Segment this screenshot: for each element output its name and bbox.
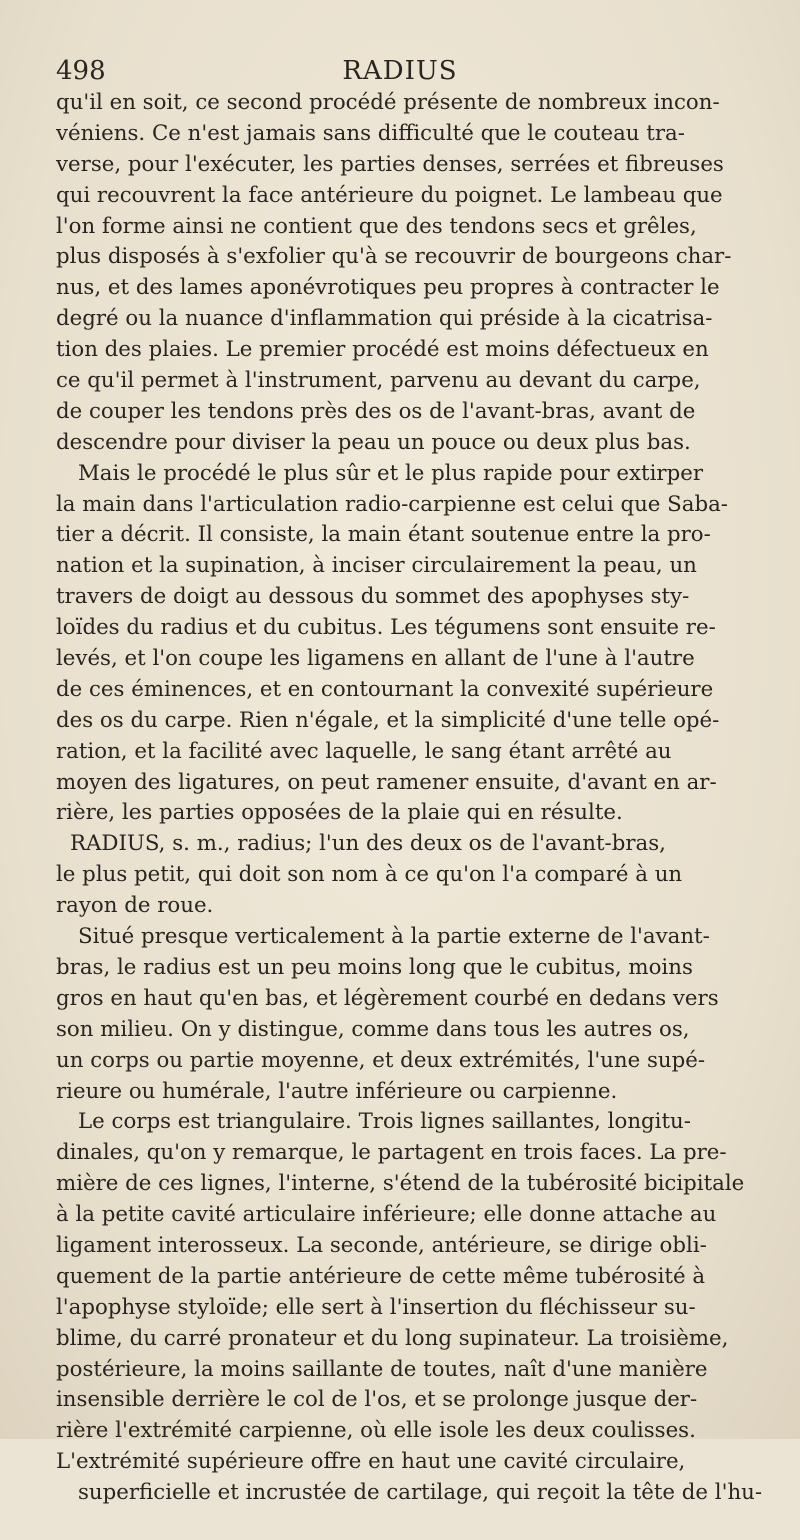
text-line: degré ou la nuance d'inflammation qui préside à la cicatrisa- xyxy=(56,306,713,332)
text-line: blime, du carré pronateur et du long supinateur. La troisième, xyxy=(56,1325,729,1351)
text-line: nus, et des lames aponévrotiques peu propres à contracter le xyxy=(56,275,720,301)
text-line: quement de la partie antérieure de cette même tubérosité à xyxy=(56,1263,706,1289)
page-number: 498 xyxy=(56,56,106,86)
text-line: l'apophyse styloïde; elle sert à l'insertion du fléchisseur su- xyxy=(56,1294,696,1320)
text-line: l'on forme ainsi ne contient que des tendons secs et grêles, xyxy=(56,213,697,239)
running-title: RADIUS xyxy=(342,56,458,86)
text-line: ration, et la facilité avec laquelle, le sang étant arrêté au xyxy=(56,738,672,764)
text-line: gros en haut qu'en bas, et légèrement courbé en dedans vers xyxy=(56,985,719,1011)
paragraph-start-line: Mais le procédé le plus sûr et le plus rapide pour extirper xyxy=(78,460,704,486)
text-line xyxy=(56,1509,778,1540)
entry-headword-line: RADIUS, s. m., radius; l'un des deux os de l'avant-bras, xyxy=(70,831,666,857)
text-line: insensible derrière le col de l'os, et se prolonge jusque der- xyxy=(56,1387,698,1413)
text-line: bras, le radius est un peu moins long que le cubitus, moins xyxy=(56,954,693,980)
text-line: la main dans l'articulation radio-carpienne est celui que Saba- xyxy=(56,491,728,517)
text-line: tier a décrit. Il consiste, la main étant soutenue entre la pro- xyxy=(56,522,711,548)
text-line: rière l'extrémité carpienne, où elle isole les deux coulisses. xyxy=(56,1418,696,1444)
text-line: le plus petit, qui doit son nom à ce qu'on l'a comparé à un xyxy=(56,862,683,888)
text-line: L'extrémité supérieure offre en haut une cavité circulaire, xyxy=(56,1449,686,1475)
text-line: véniens. Ce n'est jamais sans difficulté que le couteau tra- xyxy=(56,120,685,146)
text-line: ligament interosseux. La seconde, antérieure, se dirige obli- xyxy=(56,1232,707,1258)
text-line: plus disposés à s'exfolier qu'à se recouvrir de bourgeons char- xyxy=(56,244,732,270)
text-line: rayon de roue. xyxy=(56,893,214,919)
text-line: loïdes du radius et du cubitus. Les tégumens sont ensuite re- xyxy=(56,615,716,641)
text-line: qu'il en soit, ce second procédé présente de nombreux incon- xyxy=(56,90,720,115)
text-line: moyen des ligatures, on peut ramener ensuite, d'avant en ar- xyxy=(56,769,717,795)
text-line: rieure ou humérale, l'autre inférieure ou carpienne. xyxy=(56,1078,618,1104)
text-line: de couper les tendons près des os de l'avant-bras, avant de xyxy=(56,398,696,424)
text-line: tion des plaies. Le premier procédé est moins défectueux en xyxy=(56,337,709,363)
text-line: rière, les parties opposées de la plaie qui en résulte. xyxy=(56,800,623,826)
text-line: ce qu'il permet à l'instrument, parvenu au devant du carpe, xyxy=(56,368,701,394)
text-line: descendre pour diviser la peau un pouce ou deux plus bas. xyxy=(56,429,691,455)
paragraph-start-line: superficielle et incrustée de cartilage, qui reçoit la tête de l'hu- xyxy=(78,1480,763,1506)
body-text xyxy=(56,88,778,1540)
text-line: à la petite cavité articulaire inférieure; elle donne attache au xyxy=(56,1202,717,1228)
text-line: qui recouvrent la face antérieure du poignet. Le lambeau que xyxy=(56,182,723,208)
text-line: mière de ces lignes, l'interne, s'étend de la tubérosité bicipitale xyxy=(56,1171,745,1197)
paragraph-start-line: Le corps est triangulaire. Trois lignes saillantes, longitu- xyxy=(78,1109,691,1135)
text-line: travers de doigt au dessous du sommet des apophyses sty- xyxy=(56,584,690,610)
text-line: des os du carpe. Rien n'égale, et la simplicité d'une telle opé- xyxy=(56,707,720,733)
text-line: postérieure, la moins saillante de toutes, naît d'une manière xyxy=(56,1356,708,1382)
text-line: verse, pour l'exécuter, les parties denses, serrées et fibreuses xyxy=(56,151,724,177)
paragraph-start-line: Situé presque verticalement à la partie externe de l'avant- xyxy=(78,924,710,950)
text-line: son milieu. On y distingue, comme dans tous les autres os, xyxy=(56,1016,690,1042)
text-line: de ces éminences, et en contournant la convexité supérieure xyxy=(56,676,714,702)
text-line: nation et la supination, à inciser circulairement la peau, un xyxy=(56,553,697,579)
text-line: un corps ou partie moyenne, et deux extrémités, l'une supé- xyxy=(56,1047,706,1073)
text-line: levés, et l'on coupe les ligamens en allant de l'une à l'autre xyxy=(56,646,695,672)
text-line: dinales, qu'on y remarque, le partagent en trois faces. La pre- xyxy=(56,1140,727,1166)
